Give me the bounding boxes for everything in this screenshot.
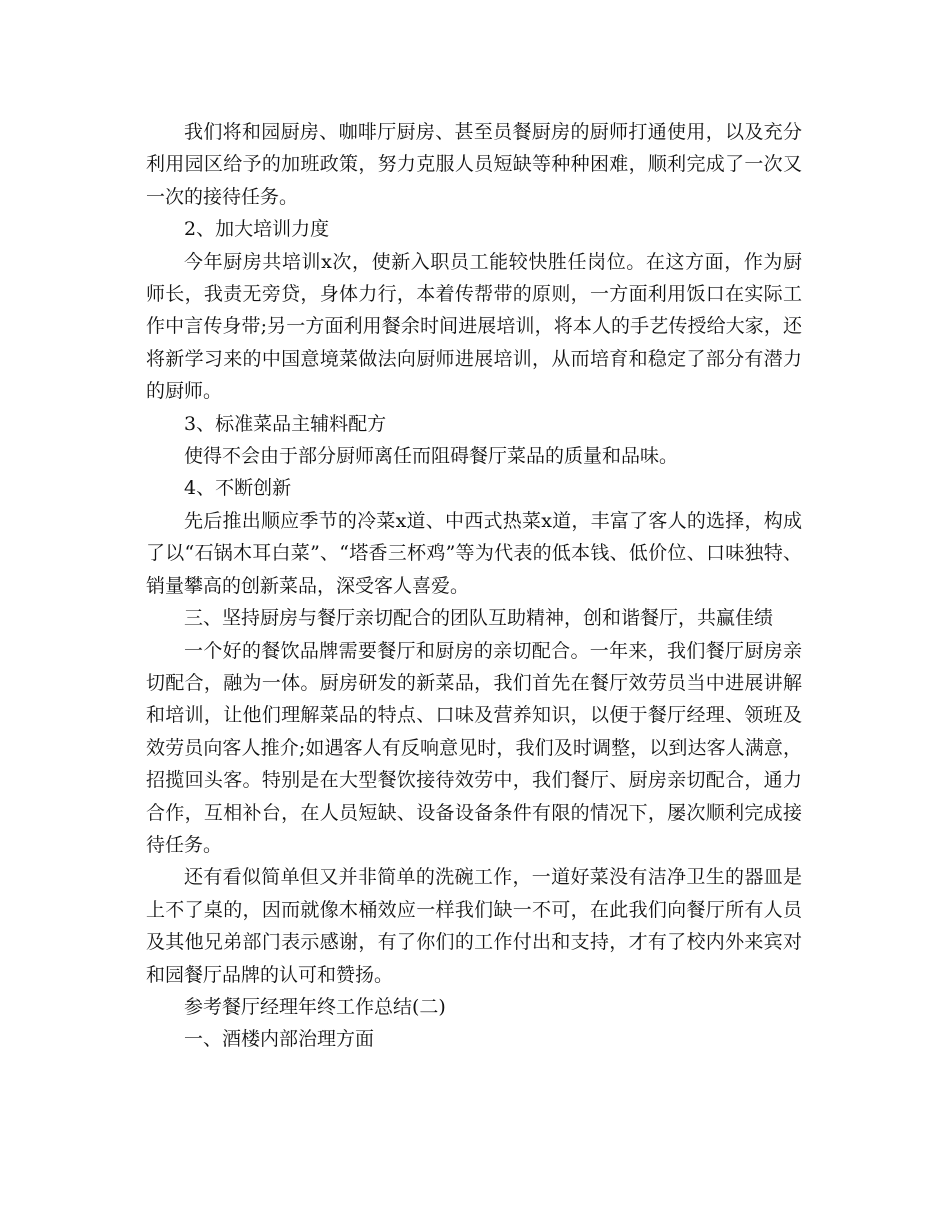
paragraph-teamwork: 一个好的餐饮品牌需要餐厅和厨房的亲切配合。一年来，我们餐厅厨房亲切配合，融为一体。厨房研发的新菜品，我们首先在餐厅效劳员当中进展讲解和培训，让他们理解菜品的特点、口味及营养知识，以便于餐厅经理、领班及效劳员向客人推介;如遇客人有反响意见时，我们及时调整，以到达客人满意，招揽回头客。特别是在大型餐饮接待效劳中，我们餐厅、厨房亲切配合，通力合作，互相补台，在人员短缺、设备设备条件有限的情况下，屡次顺利完成接待任务。 [146,639,802,856]
heading-innovation: 4、不断创新 [184,477,292,500]
paragraph-chef-sharing: 我们将和园厨房、咖啡厅厨房、甚至员餐厨房的厨师打通使用，以及充分利用园区给予的加班政策，努力克服人员短缺等种种困难，顺利完成了一次又一次的接待任务。 [146,121,802,208]
paragraph-dishwashing: 还有看似简单但又并非简单的洗碗工作，一道好菜没有洁净卫生的器皿是上不了桌的，因而就像木桶效应一样我们缺一不可，在此我们向餐厅所有人员及其他兄弟部门表示感谢，有了你们的工作付出和支持，才有了校内外来宾对和园餐厅品牌的认可和赞扬。 [146,866,802,986]
document-body [146,116,802,1056]
paragraph-innovation: 先后推出顺应季节的冷菜x道、中西式热菜x道，丰富了客人的选择，构成了以“石锅木耳白菜”、“塔香三杯鸡”等为代表的低本钱、低价位、口味独特、销量攀高的创新菜品，深受客人喜爱。 [146,509,802,597]
heading-training: 2、加大培训力度 [184,218,330,241]
section-title-summary-two: 参考餐厅经理年终工作总结(二) [184,995,446,1018]
heading-standard-recipes: 3、标准菜品主辅料配方 [184,412,387,435]
heading-teamwork: 三、坚持厨房与餐厅亲切配合的团队互助精神，创和谐餐厅，共赢佳绩 [184,607,774,630]
heading-internal-management: 一、酒楼内部治理方面 [184,1028,375,1051]
paragraph-standard-recipes: 使得不会由于部分厨师离任而阻碍餐厅菜品的质量和品味。 [184,445,679,468]
paragraph-training: 今年厨房共培训x次，使新入职员工能较快胜任岗位。在这方面，作为厨师长，我责无旁贷，身体力行，本着传帮带的原则，一方面利用饭口在实际工作中言传身带;另一方面利用餐余时间进展培训，将本人的手艺传授给大家，还将新学习来的中国意境菜做法向厨师进展培训，从而培育和稳定了部分有潜力的厨师。 [146,250,802,403]
